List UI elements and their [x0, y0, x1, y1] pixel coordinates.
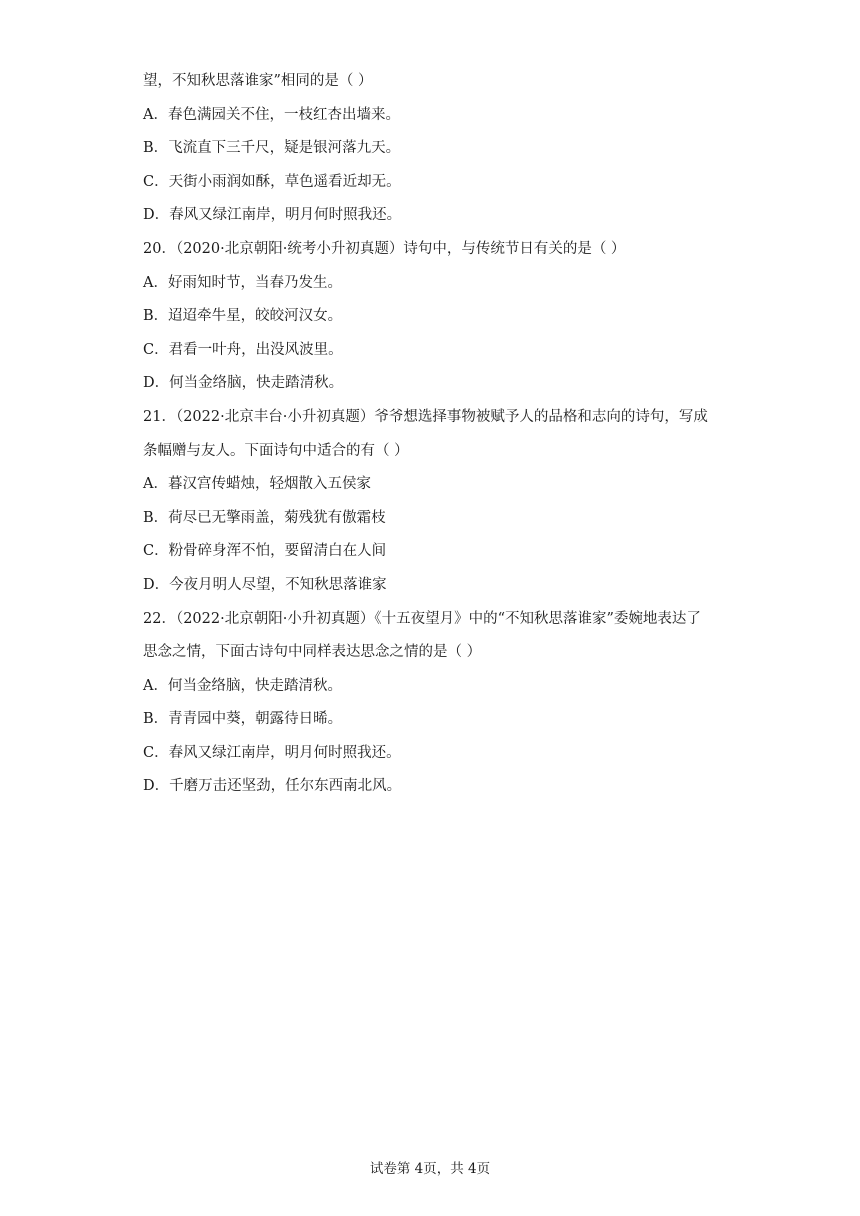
question-19-option-c: C．天街小雨润如酥，草色遥看近却无。	[143, 173, 401, 190]
question-22-option-a: A．何当金络脑，快走踏清秋。	[143, 677, 342, 694]
question-20-option-b: B．迢迢牵牛星，皎皎河汉女。	[143, 308, 343, 325]
question-20-option-a: A．好雨知时节，当春乃发生。	[143, 274, 342, 291]
question-19-option-b: B．飞流直下三千尺，疑是银河落九天。	[143, 140, 401, 157]
question-content	[143, 73, 733, 812]
question-19-option-d: D．春风又绿江南岸，明月何时照我还。	[143, 207, 402, 224]
question-22-option-b: B．青青园中葵，朝露待日晞。	[143, 711, 343, 728]
question-21-option-b: B．荷尽已无擎雨盖，菊残犹有傲霜枝	[143, 509, 386, 526]
question-19-stem-continuation: 望，不知秋思落谁家”相同的是（ ）	[143, 73, 373, 89]
question-21-stem-line-1: 21．（2022·北京丰台·小升初真题）爷爷想选择事物被赋予人的品格和志向的诗句，写成	[143, 408, 708, 425]
question-20-option-d: D．何当金络脑，快走踏清秋。	[143, 375, 344, 392]
question-21-option-a: A．暮汉宫传蜡烛，轻烟散入五侯家	[143, 476, 371, 493]
question-22-option-d: D．千磨万击还坚劲，任尔东西南北风。	[143, 778, 402, 795]
question-22-option-c: C．春风又绿江南岸，明月何时照我还。	[143, 744, 401, 761]
question-20-stem: 20．（2020·北京朝阳·统考小升初真题）诗句中，与传统节日有关的是（ ）	[143, 240, 626, 257]
question-22-stem-line-1: 22．（2022·北京朝阳·小升初真题）《十五夜望月》中的“不知秋思落谁家”委婉地表达了	[143, 610, 701, 627]
page-footer: 试卷第 4页，共 4页	[369, 1161, 491, 1177]
question-22-stem-line-2: 思念之情，下面古诗句中同样表达思念之情的是（ ）	[143, 644, 482, 661]
question-21-stem-line-2: 条幅赠与友人。下面诗句中适合的有（ ）	[143, 442, 409, 459]
question-19-option-a: A．春色满园关不住，一枝红杏出墙来。	[143, 106, 400, 123]
question-21-option-d: D．今夜月明人尽望，不知秋思落谁家	[143, 576, 387, 593]
question-20-option-c: C．君看一叶舟，出没风波里。	[143, 341, 343, 358]
question-21-option-c: C．粉骨碎身浑不怕，要留清白在人间	[143, 543, 387, 560]
